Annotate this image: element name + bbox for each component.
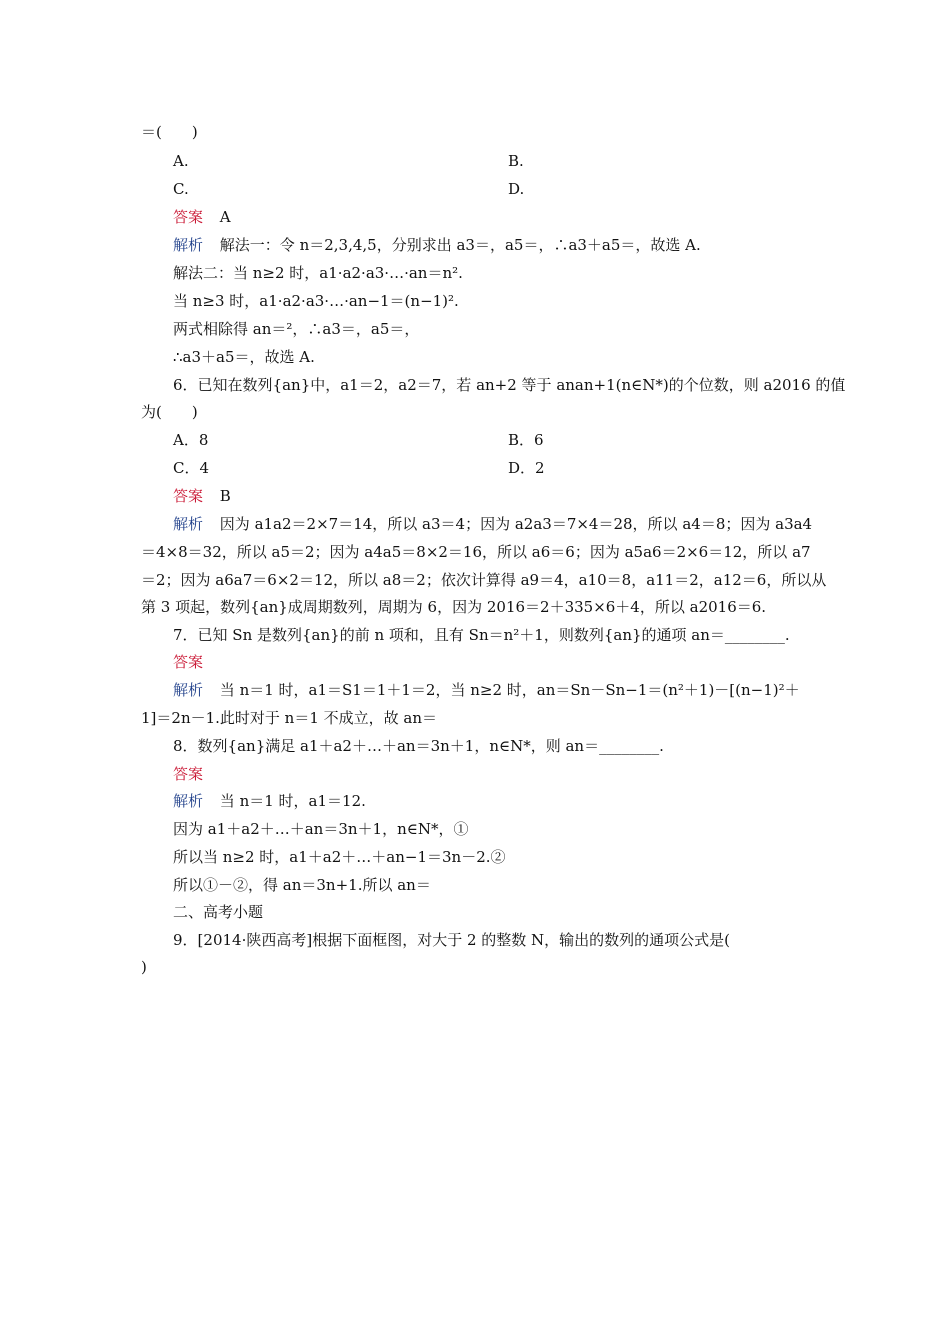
answer-label: 答案 <box>173 208 204 226</box>
answer-row <box>173 486 231 506</box>
answer-label: 答案 <box>173 765 204 783</box>
question-9: 9．[2014·陕西高考]根据下面框图，对大于 2 的整数 N，输出的数列的通项公式是( <box>173 931 731 949</box>
text-line: ＝2；因为 a6a7＝6×2＝12，所以 a8＝2；依次计算得 a9＝4，a10＝8，a11＝2，a12＝6，所以从 <box>141 571 827 589</box>
q5-bracket: ＝( ) <box>141 123 198 141</box>
option-a: A．8 <box>173 431 209 449</box>
option-c: C．4 <box>173 459 210 477</box>
question-6-cont: 为( ) <box>141 403 198 421</box>
text-line: ＝4×8＝32，所以 a5＝2；因为 a4a5＝8×2＝16，所以 a6＝6；因为 a5a6＝2×6＝12，所以 a7 <box>141 543 811 561</box>
analysis-row <box>173 680 800 700</box>
answer-value: A <box>219 208 231 226</box>
section-heading: 二、高考小题 <box>173 903 264 921</box>
text-line: 所以当 n≥2 时，a1＋a2＋…＋an−1＝3n－2.② <box>173 848 506 866</box>
answer-value: B <box>219 487 231 505</box>
analysis-text: 当 n＝1 时，a1＝S1＝1＋1＝2，当 n≥2 时，an＝Sn－Sn−1＝(n²＋1)－[(n−1)²＋ <box>219 681 800 699</box>
answer-row <box>173 207 231 227</box>
text-line: 1]＝2n－1.此时对于 n＝1 不成立，故 an＝ <box>141 709 438 727</box>
analysis-label: 解析 <box>173 236 204 254</box>
option-d: D．2 <box>508 459 545 477</box>
analysis-row <box>173 791 366 811</box>
question-6: 6．已知在数列{an}中，a1＝2，a2＝7，若 an+2 等于 anan+1(n∈N*)的个位数，则 a2016 的值 <box>173 376 846 394</box>
option-d: D. <box>508 180 525 198</box>
option-c: C. <box>173 180 189 198</box>
text-line: 当 n≥3 时，a1·a2·a3·…·an−1＝(n−1)². <box>173 292 459 310</box>
text-line: 所以①－②，得 an＝3n+1.所以 an＝ <box>173 876 431 894</box>
analysis-text: 解法一：令 n＝2,3,4,5，分别求出 a3＝，a5＝，∴a3＋a5＝，故选 A. <box>219 236 701 254</box>
answer-label: 答案 <box>173 487 204 505</box>
analysis-label: 解析 <box>173 515 204 533</box>
answer-row <box>173 764 203 784</box>
analysis-label: 解析 <box>173 792 204 810</box>
option-a: A. <box>173 152 189 170</box>
question-9-cont: ) <box>141 958 147 976</box>
answer-label: 答案 <box>173 653 204 671</box>
text-line: 第 3 项起，数列{an}成周期数列，周期为 6，因为 2016＝2＋335×6＋4，所以 a2016＝6. <box>141 598 767 616</box>
analysis-row <box>173 235 701 255</box>
question-7: 7．已知 Sn 是数列{an}的前 n 项和，且有 Sn＝n²＋1，则数列{an}的通项 an＝________. <box>173 626 790 644</box>
option-b: B. <box>508 152 524 170</box>
analysis-label: 解析 <box>173 681 204 699</box>
analysis-text: 因为 a1a2＝2×7＝14，所以 a3＝4；因为 a2a3＝7×4＝28，所以 a4＝8；因为 a3a4 <box>219 515 813 533</box>
answer-row <box>173 652 203 672</box>
text-line: ∴a3＋a5＝，故选 A. <box>173 348 315 366</box>
text-line: 解法二：当 n≥2 时，a1·a2·a3·…·an＝n². <box>173 264 463 282</box>
analysis-text: 当 n＝1 时，a1＝12. <box>219 792 366 810</box>
question-8: 8．数列{an}满足 a1＋a2＋…＋an＝3n＋1，n∈N*，则 an＝________. <box>173 737 664 755</box>
analysis-row <box>173 514 812 534</box>
option-b: B．6 <box>508 431 544 449</box>
text-line: 因为 a1＋a2＋…＋an＝3n＋1，n∈N*，① <box>173 820 469 838</box>
text-line: 两式相除得 an＝²，∴a3＝，a5＝， <box>173 320 420 338</box>
